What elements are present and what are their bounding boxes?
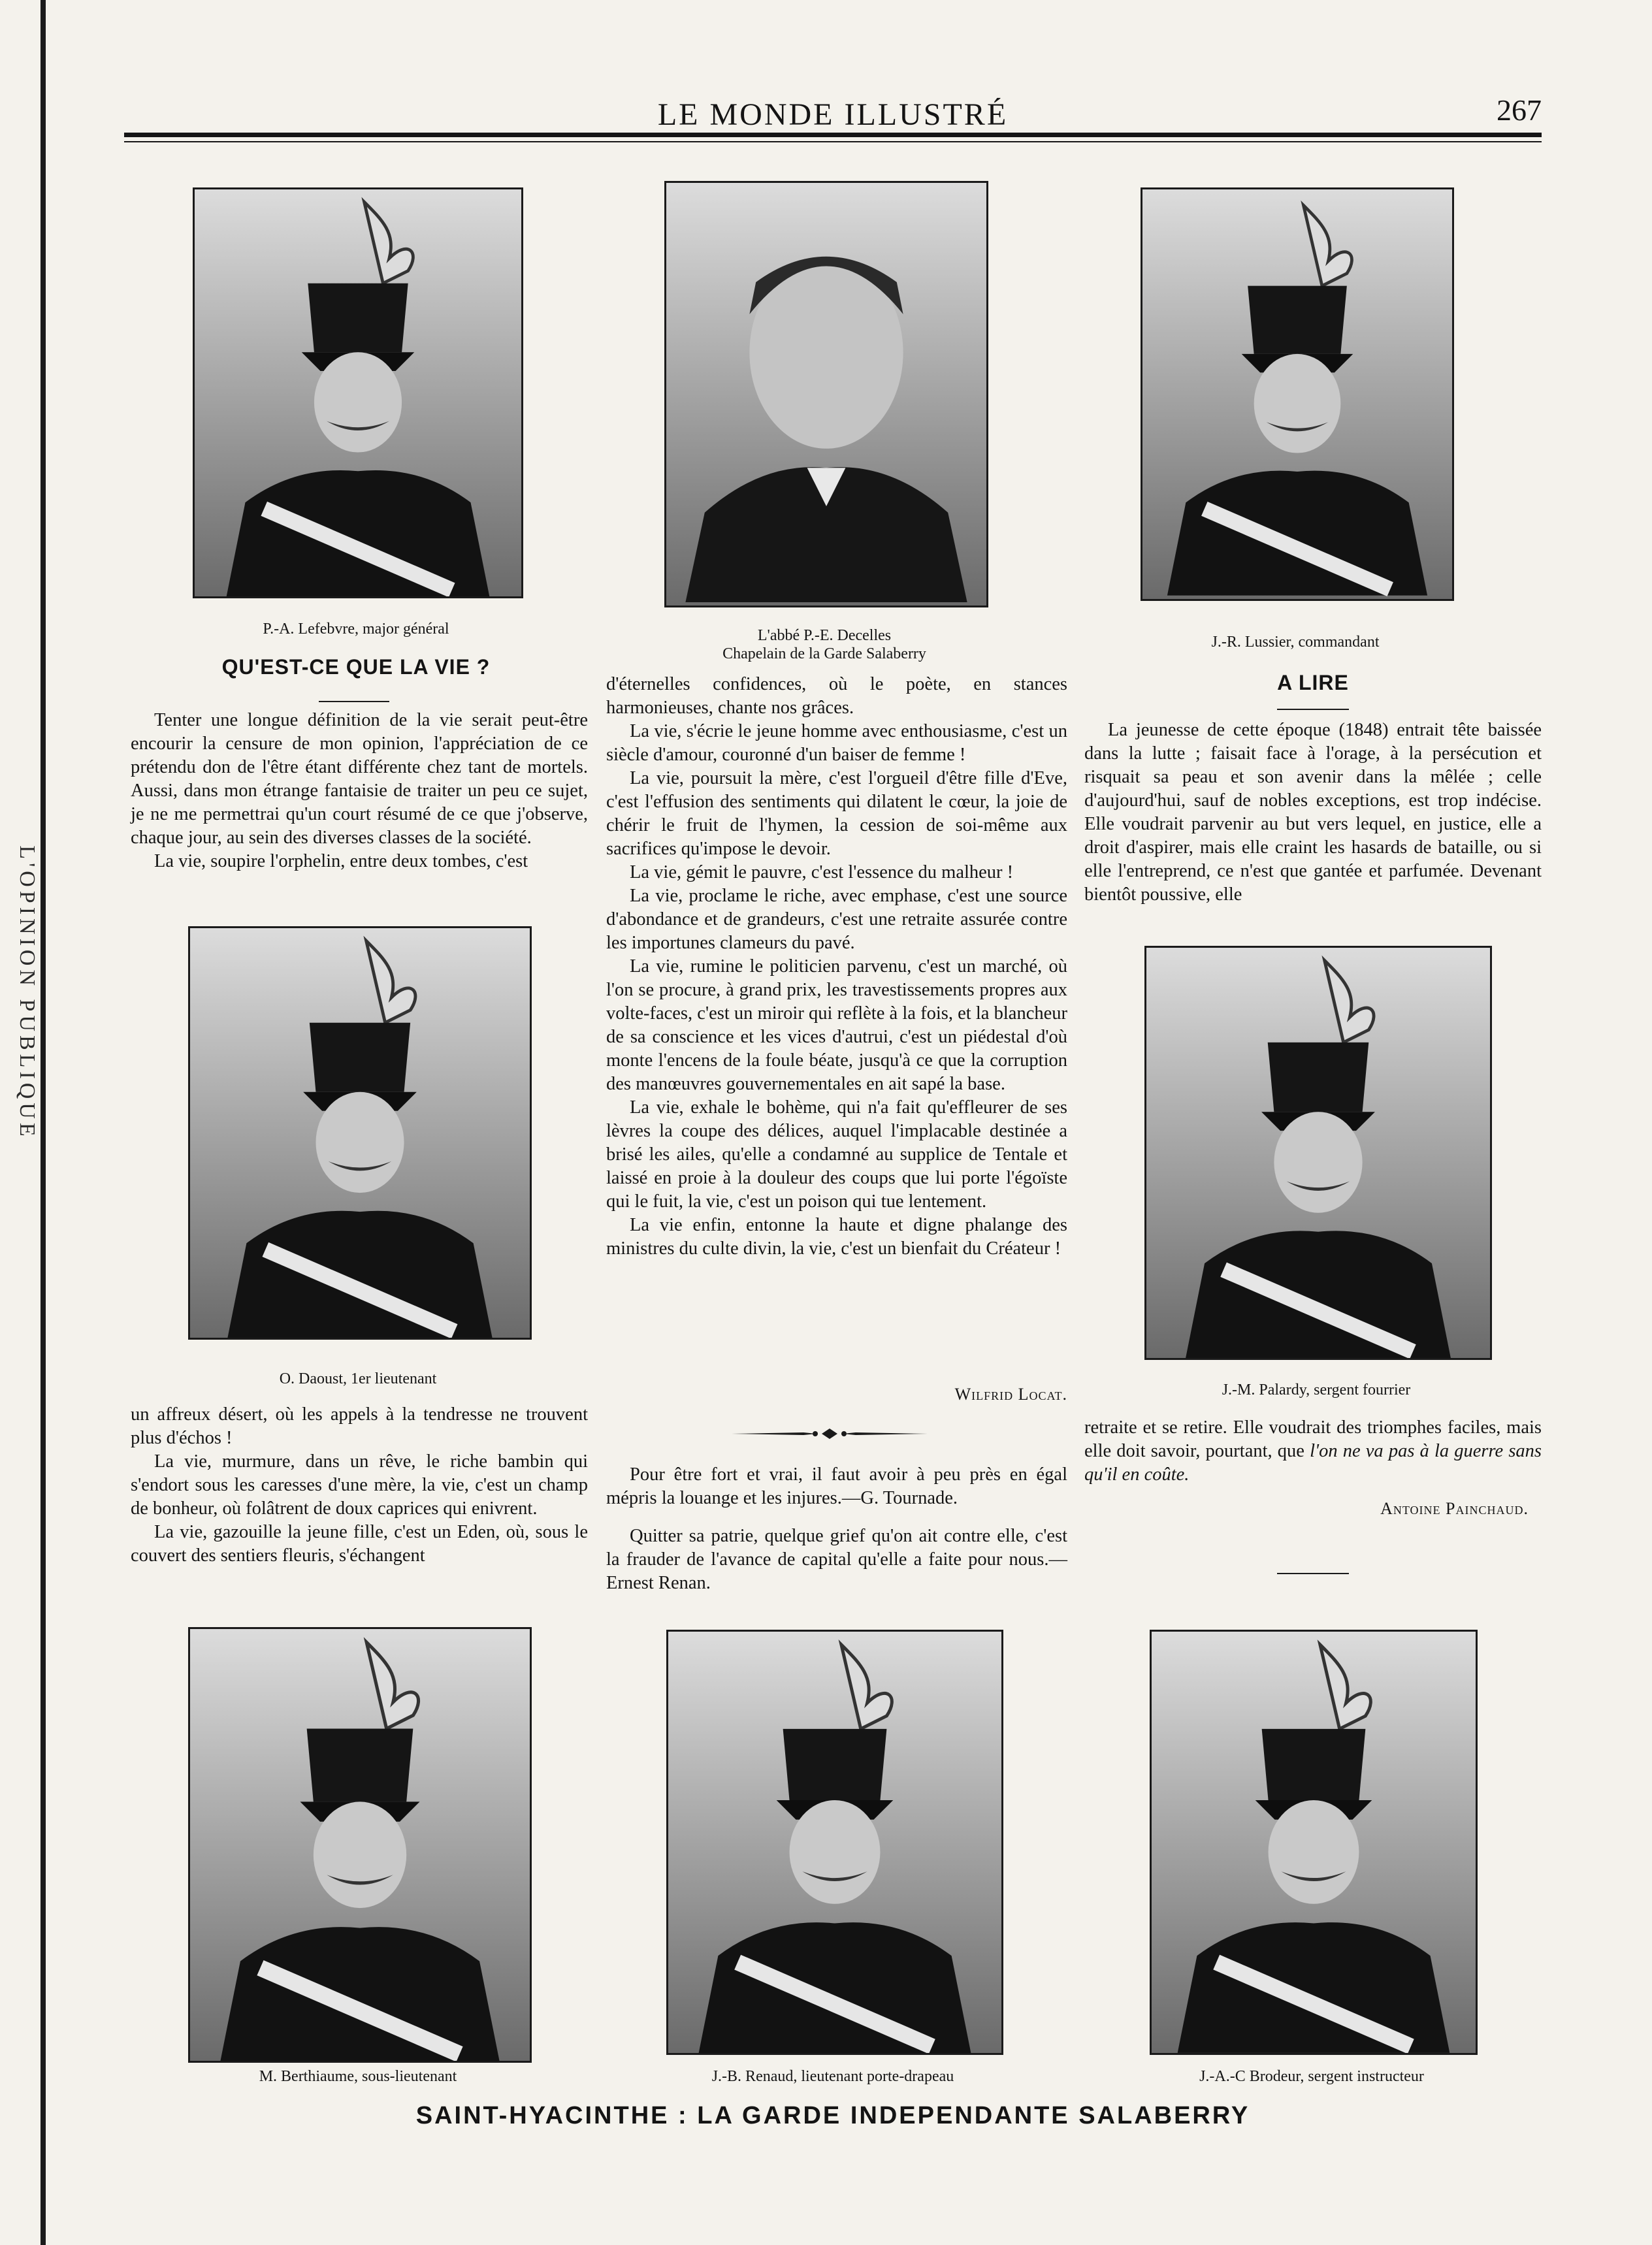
maxim-renan: Quitter sa patrie, quelque grief qu'on ait contre elle, c'est la frauder de l'avance de capital qu'elle a faite pour nous.—Ernest Renan.: [606, 1526, 1067, 1593]
maxim-tournade: Pour être fort et vrai, il faut avoir à peu près en égal mépris la louange et les injures.—G. Tournade.: [606, 1464, 1067, 1508]
paragraph: [1084, 1416, 1542, 1487]
portrait-lussier: [1141, 187, 1454, 601]
maxims: [606, 1463, 1067, 1595]
ornament-divider: [732, 1427, 928, 1440]
caption-lefebvre: P.-A. Lefebvre, major général: [263, 621, 449, 638]
paragraph: La jeunesse de cette époque (1848) entrait tête baissée dans la lutte ; faisait face à l'orage, à la persécution et risquait sa peau et son avenir dans la mêlée ; celle d'aujourd'hui, sauf de nobles exceptions, est trop indécise. Elle voudrait parvenir au but vers lequel, en justice, elle a droit d'aspirer, mais elle craint les hasards de bataille, ou si elle l'entreprend, ce n'est que gantée et parfumée. Devenant bientôt poussive, elle: [1084, 720, 1542, 905]
caption-lussier: J.-R. Lussier, commandant: [1211, 634, 1380, 651]
masthead-rule-thin: [124, 141, 1542, 142]
soldier-portrait-image: [195, 189, 521, 596]
article-vie-col1-top: [131, 709, 588, 873]
paragraph: La vie, poursuit la mère, c'est l'orgueil d'être fille d'Eve, c'est l'effusion des sentiments qui dilatent le cœur, la joie de chérir le fruit de l'hymen, la cession de soi-même aux sacrifices qu'impose le devoir.: [606, 768, 1067, 859]
portrait-palardy: [1144, 946, 1492, 1360]
portrait-decelles: [664, 181, 988, 607]
paragraph: La vie, soupire l'orphelin, entre deux tombes, c'est: [154, 851, 528, 871]
paragraph: La vie enfin, entonne la haute et digne phalange des ministres du culte divin, la vie, c'est un bienfait du Créateur !: [606, 1215, 1067, 1259]
article-title-vie: QU'EST-CE QUE LA VIE ?: [221, 655, 491, 679]
soldier-portrait-image: [190, 928, 530, 1338]
caption-brodeur: J.-A.-C Brodeur, sergent instructeur: [1199, 2068, 1424, 2085]
soldier-portrait-image: [668, 1632, 1001, 2053]
title-underline: [319, 701, 389, 702]
title-underline: [1277, 709, 1349, 710]
article-vie-col2: [606, 673, 1067, 1261]
article-lire-top: [1084, 719, 1542, 907]
portrait-berthiaume: [188, 1627, 532, 2063]
caption-daoust: O. Daoust, 1er lieutenant: [279, 1370, 437, 1387]
article-vie-col1-bottom: [131, 1403, 588, 1568]
page-bottom-title: SAINT-HYACINTHE : LA GARDE INDEPENDANTE SALABERRY: [415, 2102, 1250, 2129]
portrait-brodeur: [1150, 1630, 1478, 2055]
paragraph: La vie, gazouille la jeune fille, c'est un Eden, où, sous le couvert des sentiers fleuris, s'échangent: [131, 1522, 588, 1566]
caption-decelles-title: Chapelain de la Garde Salaberry: [722, 645, 926, 662]
soldier-portrait-image: [190, 1629, 530, 2061]
caption-berthiaume: M. Berthiaume, sous-lieutenant: [259, 2068, 457, 2085]
portrait-daoust: [188, 926, 532, 1340]
paragraph: La vie, exhale le bohème, qui n'a fait qu'effleurer de ses lèvres la coupe des délices, auquel l'implacable destinée a brisé les ailes, qu'elle a condamné au supplice de Tentale et laissé en proie à la douleur des coups que lui porte l'égoïste qui le fuit, la vie, c'est un poison qui tue lentement.: [606, 1097, 1067, 1212]
signature-painchaud: Antoine Painchaud.: [1380, 1499, 1529, 1518]
soldier-portrait-image: [1152, 1632, 1476, 2053]
portrait-renaud: [666, 1630, 1003, 2055]
paragraph: La vie, s'écrie le jeune homme avec enthousiasme, c'est un siècle d'amour, couronné d'un baiser de femme !: [606, 721, 1067, 765]
journal-title: LE MONDE ILLUSTRÉ: [657, 97, 1009, 132]
caption-palardy: J.-M. Palardy, sergent fourrier: [1222, 1381, 1411, 1398]
page-number: 267: [1497, 93, 1542, 127]
spine-text: L'OPINION PUBLIQUE: [15, 845, 39, 1140]
portrait-lefebvre: [193, 187, 523, 598]
binding-edge-line: [40, 0, 46, 2245]
caption-renaud: J.-B. Renaud, lieutenant porte-drapeau: [711, 2068, 954, 2085]
paragraph: Tenter une longue définition de la vie serait peut-être encourir la censure de mon opinion, l'appréciation de ce prétendu don de l'être étant différente chez tant de mortels. Aussi, dans mon étrange fantaisie de traiter un peu ce sujet, je ne me permettrai qu'un court résumé de ce que j'observe, chaque jour, au sein des diverses classes de la société.: [131, 710, 588, 848]
paragraph: La vie, gémit le pauvre, c'est l'essence du malheur !: [630, 862, 1014, 882]
soldier-portrait-image: [1146, 948, 1490, 1358]
article-title-lire: A LIRE: [1277, 671, 1349, 694]
paragraph-italic: l'on ne va pas à la guerre sans qu'il en coûte.: [1084, 1441, 1542, 1485]
signature-locat: Wilfrid Locat.: [954, 1385, 1067, 1404]
caption-decelles: L'abbé P.-E. Decelles: [757, 627, 892, 644]
paragraph: La vie, murmure, dans un rêve, le riche bambin qui s'endort sous les caresses d'une mère, la vie, c'est un champ de bonheur, où folâtrent de doux caprices qui enivrent.: [131, 1451, 588, 1519]
paragraph: La vie, proclame le riche, avec emphase, c'est une source d'abondance et de grandeurs, c'est une retraite assurée contre les importunes clameurs du pavé.: [606, 886, 1067, 953]
closing-rule: [1277, 1573, 1349, 1574]
paragraph-text: retraite et se retire. Elle voudrait des triomphes faciles, mais elle doit savoir, pourtant, que: [1084, 1417, 1542, 1461]
paragraph: un affreux désert, où les appels à la tendresse ne trouvent plus d'échos !: [131, 1404, 588, 1448]
soldier-portrait-image: [1142, 189, 1452, 599]
article-lire-bottom: [1084, 1416, 1542, 1487]
masthead-rule-thick: [124, 133, 1542, 137]
ornament-icon: [732, 1427, 928, 1440]
paragraph: La vie, rumine le politicien parvenu, c'est un marché, où l'on se procure, à grand prix, les travestissements propres aux volte-faces, c'est un miroir qui reflète à la fois, et la blancheur de sa conscience et les vices d'autrui, c'est un piédestal d'où monte l'encens de la foule béate, jusqu'à ce que la corruption des manœuvres gouvernementales en ait sapé la base.: [606, 956, 1067, 1094]
paragraph: d'éternelles confidences, où le poète, en stances harmonieuses, chante nos grâces.: [606, 674, 1067, 718]
priest-portrait-image: [666, 183, 986, 606]
